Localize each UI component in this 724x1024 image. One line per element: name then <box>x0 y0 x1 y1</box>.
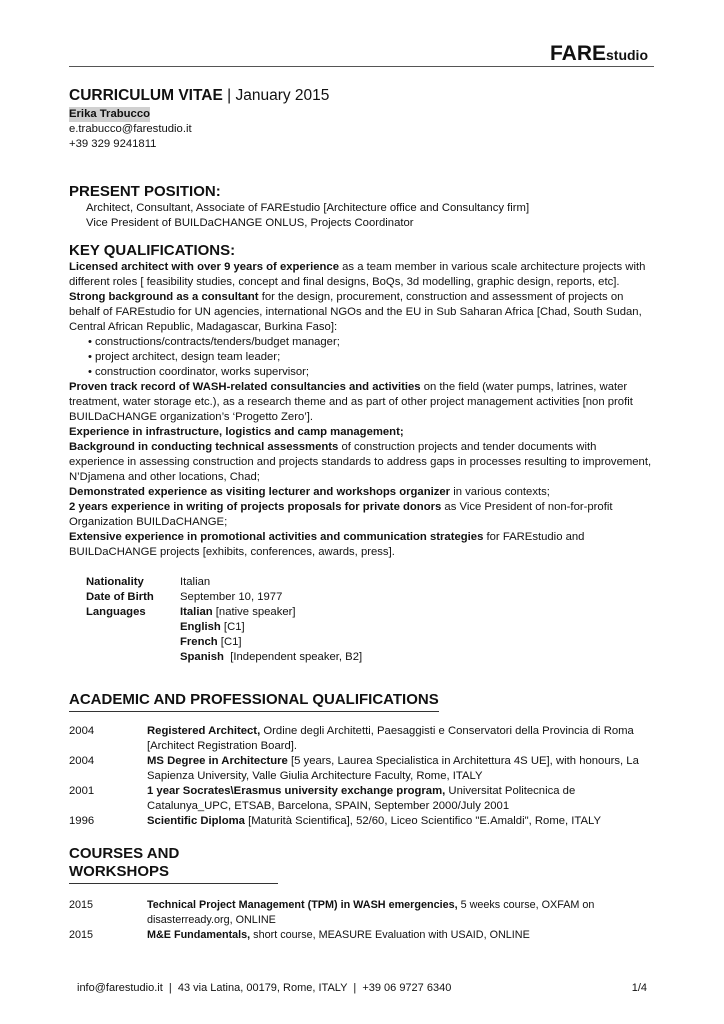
page-footer <box>77 981 647 995</box>
present-position-line: Architect, Consultant, Associate of FAREstudio [Architecture office and Consultancy firm] <box>86 202 530 214</box>
entry-text: 5 weeks course, OXFAM on disasterready.org, ONLINE <box>147 899 595 926</box>
academic-entry <box>69 724 654 754</box>
bullet-item: • constructions/contracts/tenders/budget manager; <box>88 335 654 350</box>
dob-value: September 10, 1977 <box>180 591 283 603</box>
entry-year: 2004 <box>69 725 95 737</box>
entry-description <box>147 724 654 754</box>
entry-description <box>147 928 654 943</box>
cv-title-separator: | <box>222 87 236 104</box>
languages-label: Languages <box>86 606 146 618</box>
qualification-item <box>69 500 654 530</box>
entry-title: 1 year Socrates\Erasmus university exchange program, <box>147 785 446 797</box>
qualification-highlight: 2 years experience in writing of projects proposals for private donors <box>69 501 442 513</box>
qualification-highlight: Extensive experience in promotional activities and communication strategies <box>69 531 484 543</box>
language-name: Italian <box>180 606 213 618</box>
bullet-item: • project architect, design team leader; <box>88 350 654 365</box>
nationality-value: Italian <box>180 576 211 588</box>
language-level: [native speaker] <box>212 606 296 618</box>
entry-title: M&E Fundamentals, <box>147 929 251 941</box>
academic-entries <box>69 724 654 829</box>
qualification-item <box>69 290 654 335</box>
qualification-text: for FAREstudio and BUILDaCHANGE projects [exhibits, conferences, awards, press]. <box>69 531 585 558</box>
present-position-line: Vice President of BUILDaCHANGE ONLUS, Projects Coordinator <box>86 217 414 229</box>
language-item <box>180 605 362 620</box>
qualification-highlight: Proven track record of WASH-related consultancies and activities <box>69 381 421 393</box>
company-logo <box>550 42 648 66</box>
language-name: English <box>180 621 221 633</box>
entry-year: 1996 <box>69 815 95 827</box>
qualification-item <box>69 485 654 500</box>
entry-description <box>147 754 654 784</box>
entry-text: Ordine degli Architetti, Paesaggisti e Conservatori della Provincia di Roma [Architect Registration Board]. <box>147 725 634 752</box>
info-row-dob <box>86 590 362 605</box>
entry-title: Scientific Diploma <box>147 815 245 827</box>
language-name: Spanish <box>180 651 224 663</box>
language-level: [C1] <box>217 636 242 648</box>
info-row-languages <box>86 605 362 665</box>
academic-qualifications-heading: ACADEMIC AND PROFESSIONAL QUALIFICATIONS <box>69 691 439 712</box>
entry-year: 2015 <box>69 929 94 941</box>
academic-entry <box>69 754 654 784</box>
language-level: [C1] <box>220 621 245 633</box>
key-qualifications-body <box>69 260 654 560</box>
info-row-nationality <box>86 575 362 590</box>
qualification-highlight: Licensed architect with over 9 years of experience <box>69 261 339 273</box>
email-text: e.trabucco@farestudio.it <box>69 123 192 135</box>
qualification-item <box>69 530 654 560</box>
qualification-item <box>69 425 654 440</box>
footer-contact: info@farestudio.it | 43 via Latina, 00179, Rome, ITALY | +39 06 9727 6340 <box>77 982 452 994</box>
course-entry <box>69 898 654 928</box>
present-position-heading: PRESENT POSITION: <box>69 183 221 200</box>
person-name: Erika Trabucco <box>69 108 150 120</box>
language-item <box>180 650 362 665</box>
entry-year: 2004 <box>69 755 95 767</box>
present-position-list <box>69 201 654 231</box>
nationality-label: Nationality <box>86 576 144 588</box>
qualification-highlight: Experience in infrastructure, logistics and camp management; <box>69 426 404 438</box>
entry-year: 2015 <box>69 899 94 911</box>
qualification-highlight: Background in conducting technical assessments <box>69 441 339 453</box>
entry-text: [5 years, Laurea Specialistica in Architettura 4S UE], with honours, La Sapienza University, Valle Giulia Architecture Faculty, Rome, ITALY <box>147 755 639 782</box>
qualification-item <box>69 260 654 290</box>
qualification-item <box>69 440 654 485</box>
qualification-item <box>69 380 654 425</box>
entry-title: Technical Project Management (TPM) in WASH emergencies, <box>147 899 458 911</box>
qualification-text: as Vice President of non-for-profit Organization BUILDaCHANGE; <box>69 501 613 528</box>
logo-main-text: FARE <box>549 42 606 65</box>
entry-year: 2001 <box>69 785 95 797</box>
qualification-text: in various contexts; <box>450 486 550 498</box>
bullet-item: • construction coordinator, works supervisor; <box>88 365 654 380</box>
entry-text: short course, MEASURE Evaluation with USAID, ONLINE <box>250 929 530 941</box>
cv-date: January 2015 <box>235 87 330 104</box>
document-body <box>69 86 654 943</box>
personal-info-table <box>86 575 362 665</box>
language-item <box>180 635 362 650</box>
qualification-text: as a team member in various scale architecture projects with different roles [ feasibility studies, concept and final designs, BoQs, 3d modelling, graphic design, reports, etc]. <box>69 261 646 288</box>
language-item <box>180 620 362 635</box>
role-bullet-list <box>69 335 654 380</box>
entry-description <box>147 784 654 814</box>
course-entry <box>69 928 654 943</box>
qualification-text: for the design, procurement, construction and assessment of projects on behalf of FAREstudio for UN agencies, international NGOs and the EU in Sub Saharan Africa [Chad, South Sudan, Central African Republic, Madagascar, Burkina Faso]: <box>69 291 642 333</box>
qualification-text: on the field (water pumps, latrines, water treatment, water storage etc.), as a research theme and as part of other project management activities [non profit BUILDaCHANGE organization’s ‘Progetto Zero’]. <box>69 381 633 423</box>
courses-workshops-heading: COURSES AND WORKSHOPS <box>69 845 278 884</box>
qualification-highlight: Strong background as a consultant <box>69 291 259 303</box>
academic-entry <box>69 784 654 814</box>
course-entries <box>69 898 654 943</box>
academic-entry <box>69 814 654 829</box>
entry-text: Universitat Politecnica de Catalunya_UPC, ETSAB, Barcelona, SPAIN, September 2000/July 2001 <box>147 785 576 812</box>
logo-sub-text: studio <box>606 47 648 63</box>
languages-list <box>180 605 362 665</box>
entry-description <box>147 898 654 928</box>
phone-text: +39 329 9241811 <box>69 138 157 150</box>
entry-title: MS Degree in Architecture <box>147 755 288 767</box>
language-name: French <box>180 636 218 648</box>
page-number: 1/4 <box>631 982 647 994</box>
cv-title <box>69 86 654 106</box>
key-qualifications-heading: KEY QUALIFICATIONS: <box>69 242 236 259</box>
qualification-text: of construction projects and tender documents with experience in assessing construction and projects standards to address gaps in processes resulting to improvement, N’Djamena and other locations, Chad; <box>69 441 652 483</box>
language-level: [Independent speaker, B2] <box>223 651 363 663</box>
entry-title: Registered Architect, <box>147 725 261 737</box>
dob-label: Date of Birth <box>86 591 154 603</box>
cv-title-label: CURRICULUM VITAE <box>69 87 223 104</box>
entry-text: [Maturità Scientifica], 52/60, Liceo Scientifico "E.Amaldi", Rome, ITALY <box>244 815 602 827</box>
qualification-highlight: Demonstrated experience as visiting lecturer and workshops organizer <box>69 486 451 498</box>
entry-description <box>147 814 654 829</box>
header-divider <box>69 66 654 67</box>
